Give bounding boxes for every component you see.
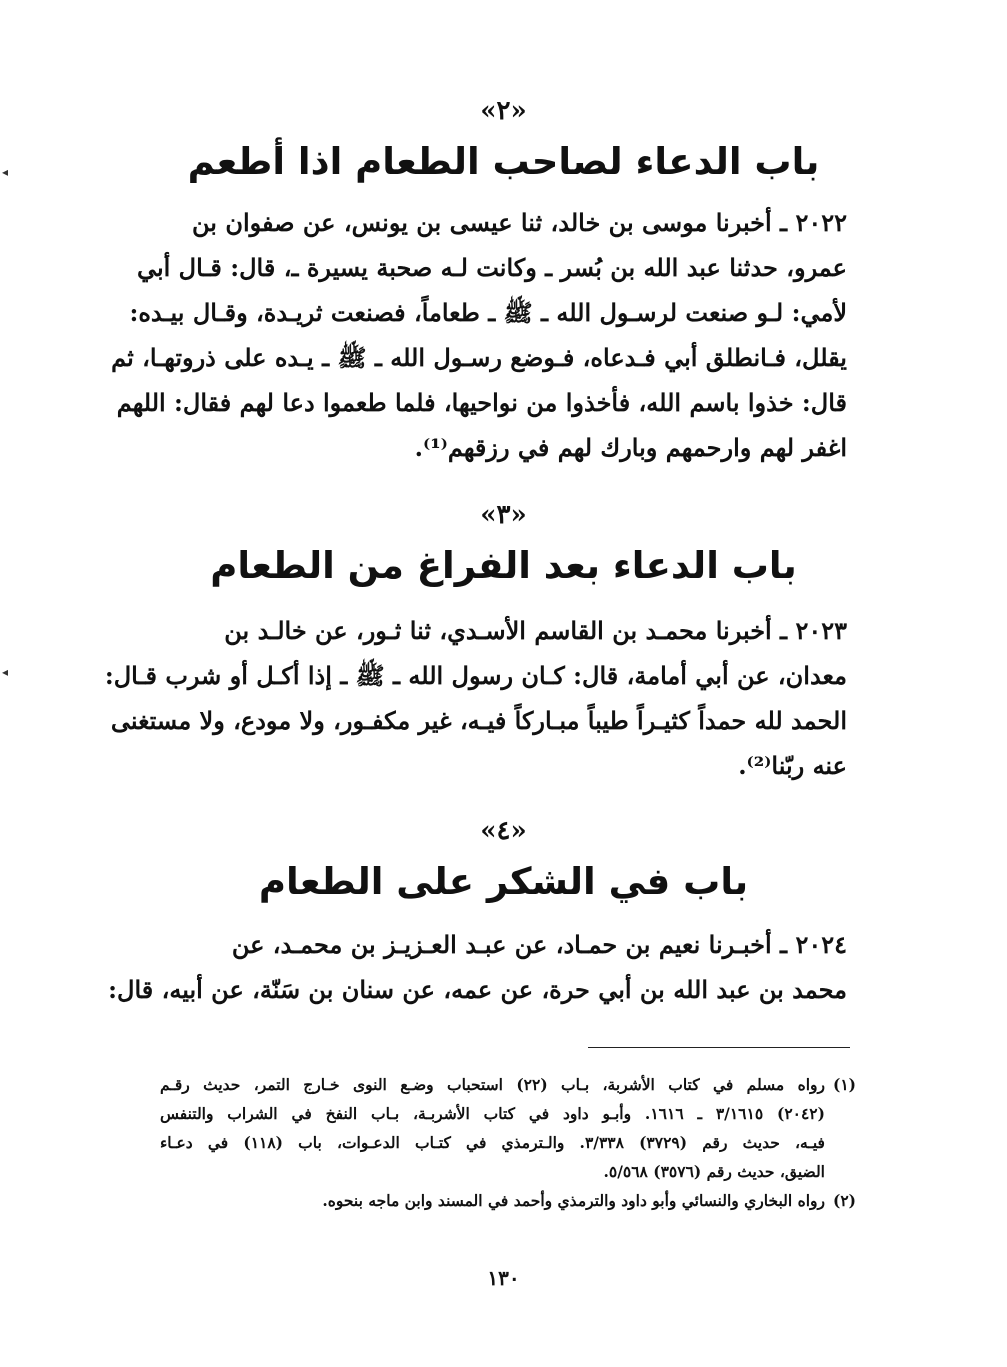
footnote-line: رواه مسلم في كتاب الأشربة، بـاب (٢٢) استحباب وضـع النوى خـارج التمر، حديث رقـم [160,1075,825,1094]
footnote [160,1070,856,1186]
scan-edge-mark: ◂ [2,165,9,179]
hadith-line: لأمي: لـو صنعت لرسـول الله ـ ﷺ ـ طعاماً، فصنعت ثريـدة، وقـال بيـده: [129,298,847,327]
hadith-line: ٢٠٢٢ ـ أخبرنا موسى بن خالد، ثنا عيسى بن يونس، عن صفوان بن [192,208,847,237]
hadith-line: محمد بن عبد الله بن أبي حرة، عن عمه، عن سنان بن سَنّة، عن أبيه، قال: [108,975,847,1004]
hadith-line: الحمد لله حمداً كثيـراً طيباً مبـاركاً فيـه، غير مكفـور، ولا مودع، ولا مستغنى [110,706,847,735]
hadith-line: اغفر لهم وارحمهم وبارك لهم في رزقهم⁽¹⁾. [414,433,847,462]
chapter-number: «٢» [480,96,527,126]
hadith-line: قال: خذوا باسم الله، فأخذوا من نواحيها، فلما طعموا دعا لهم فقال: اللهم [116,388,847,417]
chapter-title: باب في الشكر على الطعام [258,860,749,903]
footnotes [160,1070,856,1215]
hadith-line: يقلل، فـانطلق أبي فـدعاه، فـوضع رسـول الله ـ ﷺ ـ يـده على ذروتهـا، ثم [111,343,847,372]
footnote-text [160,1070,825,1186]
hadith-line: ٢٠٢٤ ـ أخبـرنا نعيم بن حمـاد، عن عبـد العـزيـز بن محمـد، عن [231,930,847,959]
footnote-text [160,1186,825,1215]
footnote-line: فيـه، حديث رقم (٣٧٢٩) ٣/٣٣٨. والـترمذي في كتـاب الدعـوات، باب (١١٨) في دعـاء [160,1133,825,1152]
hadith-text [111,200,847,470]
chapter-title: باب الدعاء لصاحب الطعام اذا أطعم [187,140,820,183]
footnote-line: رواه البخاري والنسائي وأبو داود والترمذي وأحمد في المسند وابن ماجه بنحوه. [322,1191,825,1210]
hadith-line: عمرو، حدثنا عبد الله بن بُسر ـ وكانت لـه صحبة يسيرة ـ، قال: قـال أبي [136,253,847,282]
page-number: ١٣٠ [487,1266,520,1290]
hadith-text [108,922,847,1012]
footnote-number: (١) [832,1075,856,1094]
footnote-number: (٢) [832,1191,856,1210]
footnote [160,1186,856,1215]
footnote-line: (٢٠٤٢) ٣/١٦١٥ ـ ١٦١٦. وأبـو داود في كتاب الأشربـة، بـاب النفخ في الشراب والتنفس [160,1104,825,1123]
hadith-line: معدان، عن أبي أمامة، قال: كـان رسول الله ـ ﷺ ـ إذا أكـل أو شرب قـال: [104,661,847,690]
footnote-line: الضيق، حديث رقم (٣٥٧٦) ٥/٥٦٨. [603,1162,825,1181]
chapter-number: «٤» [480,816,527,846]
hadith-text [104,608,847,788]
scan-edge-mark: ◂ [2,665,9,679]
hadith-line: ٢٠٢٣ ـ أخبرنا محمـد بن القاسم الأسـدي، ثنا ثـور، عن خالـد بن [224,616,847,645]
chapter-title: باب الدعاء بعد الفراغ من الطعام [210,544,797,587]
chapter-number: «٣» [480,500,527,530]
hadith-line: عنه ربّنا⁽²⁾. [738,751,847,780]
footnote-separator [588,1047,850,1048]
